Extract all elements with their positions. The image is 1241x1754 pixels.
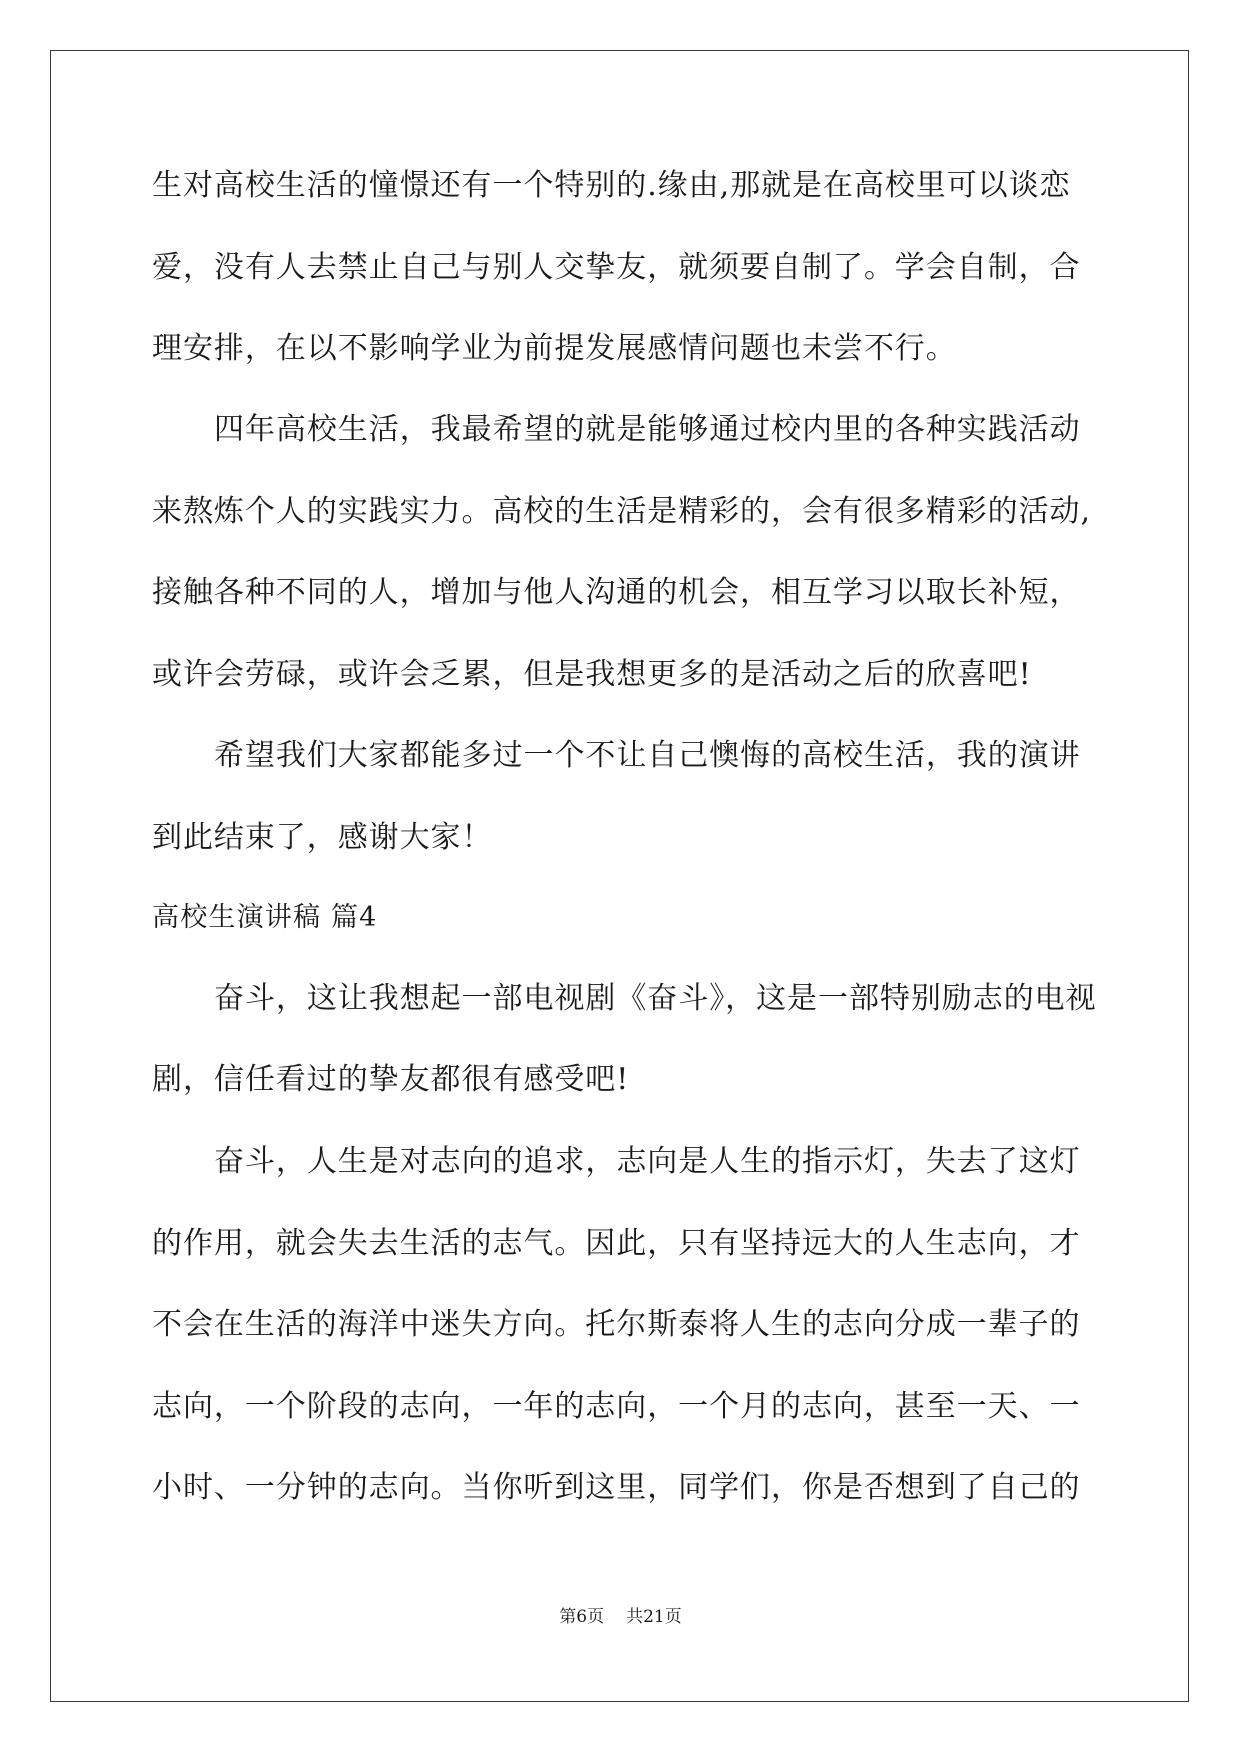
- text-line: 剧，信任看过的挚友都很有感受吧!: [152, 1062, 630, 1097]
- text-line: 志向，一个阶段的志向，一年的志向，一个月的志向，甚至一天、一: [152, 1389, 1081, 1424]
- text-line: 接触各种不同的人，增加与他人沟通的机会，相互学习以取长补短，: [152, 575, 1081, 610]
- text-line: 奋斗，这让我想起一部电视剧《奋斗》，这是一部特别励志的电视: [214, 981, 1097, 1016]
- text-line: 来熬炼个人的实践实力。高校的生活是精彩的，会有很多精彩的活动,: [152, 494, 1091, 529]
- text-line: 的作用，就会失去生活的志气。因此，只有坚持远大的人生志向，才: [152, 1226, 1081, 1261]
- text-line: 小时、一分钟的志向。当你听到这里，同学们，你是否想到了自己的: [152, 1470, 1081, 1505]
- text-line: 奋斗，人生是对志向的追求，志向是人生的指示灯，失去了这灯: [214, 1144, 1081, 1179]
- text-line: 爱，没有人去禁止自己与别人交挚友，就须要自制了。学会自制，合: [152, 250, 1081, 285]
- text-line: 理安排，在以不影响学业为前提发展感情问题也未尝不行。: [152, 331, 957, 366]
- text-line: 希望我们大家都能多过一个不让自己懊悔的高校生活，我的演讲: [214, 738, 1081, 773]
- text-line: 生对高校生活的憧憬还有一个特别的.缘由,那就是在高校里可以谈恋: [152, 168, 1071, 203]
- text-line: 或许会劳碌，或许会乏累，但是我想更多的是活动之后的欣喜吧!: [152, 657, 1032, 692]
- text-line: 不会在生活的海洋中迷失方向。托尔斯泰将人生的志向分成一辈子的: [152, 1307, 1081, 1342]
- text-line: 四年高校生活，我最希望的就是能够通过校内里的各种实践活动: [214, 412, 1081, 447]
- text-line: 到此结束了，感谢大家！: [152, 820, 493, 855]
- page-number: 第6页: [559, 1607, 605, 1627]
- page-border: [50, 50, 1189, 1702]
- section-heading: 高校生演讲稿 篇4: [152, 902, 378, 933]
- page-total: 共21页: [626, 1607, 682, 1627]
- page-footer: [0, 1606, 1241, 1628]
